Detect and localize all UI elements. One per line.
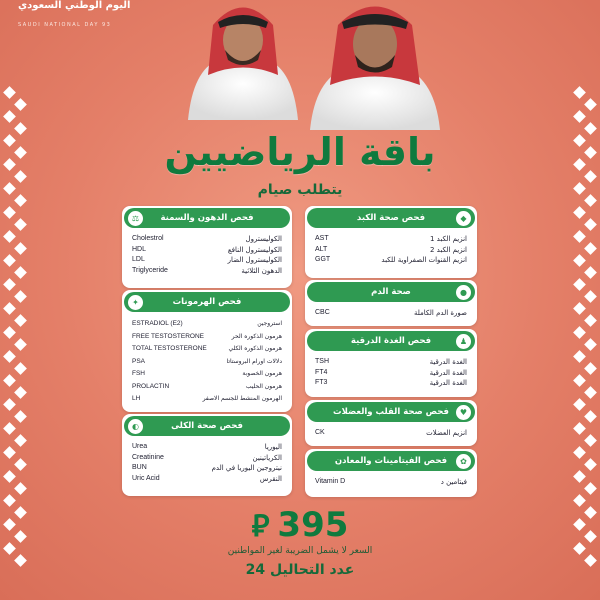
hormones-header	[124, 292, 290, 312]
border-diamond	[584, 98, 597, 111]
liver-card	[305, 206, 477, 278]
border-diamond	[584, 242, 597, 255]
border-diamond	[3, 374, 16, 387]
border-diamond	[3, 230, 16, 243]
logo-english: SAUDI NATIONAL DAY 93	[18, 22, 112, 28]
border-diamond	[3, 254, 16, 267]
list-item: BUN نيتروجين اليوريا في الدم	[132, 464, 282, 472]
border-diamond	[3, 422, 16, 435]
blood-card	[305, 280, 477, 326]
liver-header	[307, 208, 475, 228]
border-diamond	[3, 398, 16, 411]
vitamins-title: فحص الفيتامينات والمعادن	[334, 456, 448, 466]
heart-list	[305, 422, 477, 443]
blood-drop-icon: ●	[456, 285, 471, 300]
vitamins-card	[305, 449, 477, 497]
person-image-right	[300, 0, 450, 130]
border-diamond	[573, 110, 586, 123]
list-item: FREE TESTOSTERONE هرمون الذكوره الحر	[132, 332, 282, 340]
thyroid-header	[307, 331, 475, 351]
vat-note: السعر لا يشمل الضريبة لغير المواطنين	[227, 546, 373, 556]
border-diamond	[573, 422, 586, 435]
thyroid-title: فحص الغدة الدرقية	[350, 336, 432, 346]
border-diamond	[584, 458, 597, 471]
border-diamond	[584, 434, 597, 447]
list-item: CK انزيم العضلات	[315, 429, 467, 437]
border-diamond	[3, 278, 16, 291]
border-diamond	[573, 350, 586, 363]
scale-icon: ⚖	[128, 211, 143, 226]
border-diamond	[573, 374, 586, 387]
list-item: TOTAL TESTOSTERONE هرمون الذكوره الكلي	[132, 345, 282, 352]
border-diamond	[14, 290, 27, 303]
border-diamond	[3, 206, 16, 219]
border-diamond	[14, 458, 27, 471]
vitamins-header	[307, 451, 475, 471]
border-diamond	[584, 314, 597, 327]
lipids-header	[124, 208, 290, 228]
list-item: AST انزيم الكبد 1	[315, 235, 467, 243]
liver-title: فحص صحة الكبد	[356, 213, 426, 223]
vitamins-list	[305, 471, 477, 492]
border-diamond	[573, 86, 586, 99]
list-item: Triglyceride الدهون الثلاثية	[132, 266, 282, 275]
list-item: FSH هرمون الخصوبة	[132, 370, 282, 377]
border-diamond	[584, 266, 597, 279]
riyal-icon: ⃁	[251, 508, 270, 544]
list-item: TSH الغدة الدرقية	[315, 358, 467, 366]
list-item: PSA دلالات اورام البروستاتا	[132, 357, 282, 365]
person-image-left	[178, 0, 308, 120]
border-diamond	[573, 446, 586, 459]
border-diamond	[584, 386, 597, 399]
list-item: FT3 الغدة الدرقية	[315, 379, 467, 387]
border-diamond	[573, 326, 586, 339]
list-item: PROLACTIN هرمون الحليب	[132, 382, 282, 390]
kidney-header	[124, 416, 290, 436]
border-diamond	[573, 206, 586, 219]
border-diamond	[3, 446, 16, 459]
lipids-card	[122, 206, 292, 288]
list-item: Urea اليوريا	[132, 443, 282, 451]
border-diamond	[3, 302, 16, 315]
border-diamond	[573, 230, 586, 243]
blood-header	[307, 282, 475, 302]
border-diamond	[3, 470, 16, 483]
lipids-list	[122, 228, 292, 280]
list-item: CBC صورة الدم الكاملة	[315, 309, 467, 317]
hormones-title: فحص الهرمونات	[172, 297, 242, 307]
kidney-list	[122, 436, 292, 488]
thyroid-card	[305, 329, 477, 397]
border-diamond	[573, 398, 586, 411]
fasting-note: يتطلب صيام	[257, 182, 343, 198]
thyroid-list	[305, 351, 477, 393]
border-diamond	[584, 482, 597, 495]
border-diamond	[584, 218, 597, 231]
logo-arabic: اليوم الوطني السعودي	[18, 0, 131, 11]
list-item: LDL الكوليسترول الضار	[132, 256, 282, 264]
tests-count: عدد التحاليل 24	[245, 562, 355, 578]
border-diamond	[14, 338, 27, 351]
border-diamond	[584, 362, 597, 375]
liver-list	[305, 228, 477, 270]
border-diamond	[14, 314, 27, 327]
border-diamond	[3, 110, 16, 123]
border-diamond	[3, 350, 16, 363]
border-diamond	[14, 362, 27, 375]
blood-title: صحة الدم	[371, 287, 411, 297]
border-diamond	[14, 242, 27, 255]
hormones-card	[122, 290, 292, 412]
list-item: FT4 الغدة الدرقية	[315, 368, 467, 377]
blood-list	[305, 302, 477, 323]
border-diamond	[3, 86, 16, 99]
border-diamond	[573, 254, 586, 267]
list-item: Cholestrol الكوليسترول	[132, 235, 282, 243]
border-diamond	[14, 434, 27, 447]
list-item: LH الهرمون المنشط للجسم الاصفر	[132, 395, 282, 402]
border-diamond	[14, 98, 27, 111]
border-diamond	[14, 410, 27, 423]
list-item: Creatinine الكرياتينين	[132, 453, 282, 462]
list-item: Uric Acid النقرس	[132, 474, 282, 483]
liver-icon: ◆	[456, 211, 471, 226]
list-item: Vitamin D فيتامين د	[315, 478, 467, 486]
vitamin-icon: ✿	[456, 454, 471, 469]
thyroid-icon: ♟	[456, 334, 471, 349]
border-diamond	[14, 266, 27, 279]
list-item: GGT انزيم القنوات الصفراوية للكبد	[315, 256, 467, 264]
kidney-title: فحص صحة الكلى	[171, 421, 243, 431]
border-diamond	[584, 410, 597, 423]
border-diamond	[14, 386, 27, 399]
price-block	[0, 505, 600, 545]
heart-title: فحص صحة القلب والعضلات	[333, 407, 449, 417]
list-item: ALT انزيم الكبد 2	[315, 245, 467, 254]
package-title: باقة الرياضيين	[164, 130, 436, 174]
border-diamond	[573, 278, 586, 291]
hormone-icon: ✦	[128, 295, 143, 310]
list-item: HDL الكوليسترول النافع	[132, 245, 282, 254]
border-diamond	[584, 290, 597, 303]
national-day-logo	[18, 0, 168, 30]
kidney-icon: ◐	[128, 419, 143, 434]
hormones-list	[122, 312, 292, 410]
border-diamond	[584, 338, 597, 351]
border-diamond	[3, 326, 16, 339]
border-diamond	[573, 302, 586, 315]
border-diamond	[573, 470, 586, 483]
kidney-card	[122, 414, 292, 496]
muscle-icon: ♥	[456, 405, 471, 420]
price-amount: 395	[277, 505, 349, 545]
heart-header	[307, 402, 475, 422]
heart-card	[305, 400, 477, 446]
border-diamond	[14, 482, 27, 495]
list-item: ESTRADIOL (E2) استروجين	[132, 320, 282, 327]
border-diamond	[14, 218, 27, 231]
lipids-title: فحص الدهون والسمنة	[160, 213, 254, 223]
